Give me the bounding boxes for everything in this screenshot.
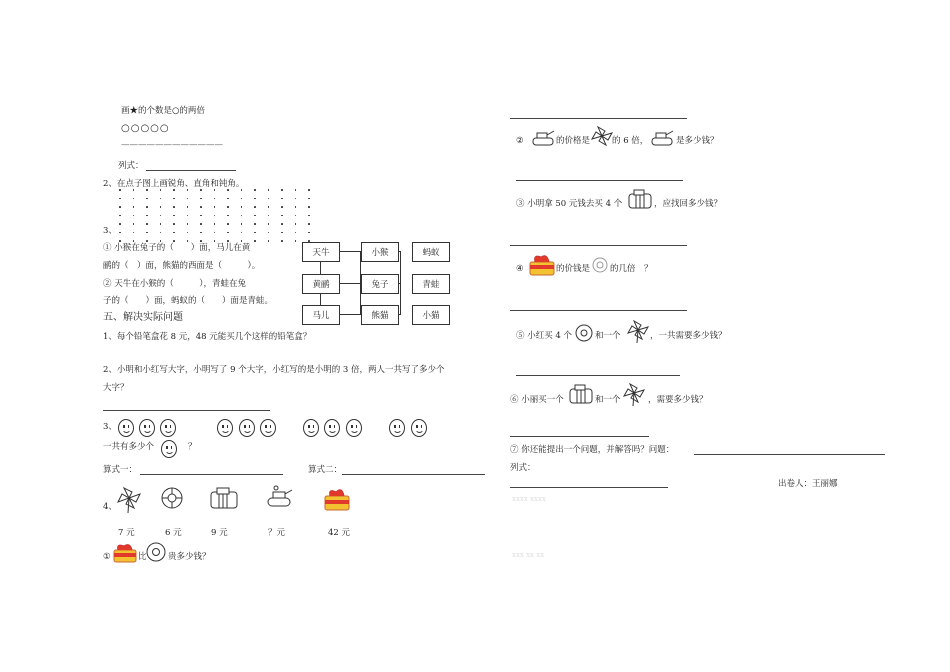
grid-dot <box>268 223 270 225</box>
formula-label: 列式： <box>118 161 144 171</box>
grid-dot <box>200 232 202 234</box>
answer-line[interactable] <box>510 310 687 311</box>
grid-dot <box>308 189 310 191</box>
toy-car-icon <box>568 384 596 406</box>
ball-icon <box>574 323 594 343</box>
grid-dot <box>160 206 162 208</box>
grid-dot <box>295 223 297 225</box>
question-7: ⑦ 你还能提出一个问题，并解答吗？问题： <box>510 445 675 455</box>
grid-dot <box>173 215 175 217</box>
smiley-icon <box>160 419 176 437</box>
price-ball: 6 元 <box>165 528 182 538</box>
grid-cell-xiaohou: 小猴 <box>361 242 399 262</box>
formula-1-line[interactable] <box>140 474 283 475</box>
problem-4-number: 4、 <box>103 502 117 512</box>
price-gift-bag: 42 元 <box>328 528 351 538</box>
grid-dot <box>227 240 229 242</box>
grid-dot <box>281 215 283 217</box>
question-7-answer-line[interactable] <box>694 454 885 455</box>
question-4-number: ④ <box>516 264 524 274</box>
grid-dot <box>187 232 189 234</box>
grid-dot <box>214 240 216 242</box>
price-toy-car: 9 元 <box>211 528 228 538</box>
grid-dot <box>133 215 135 217</box>
grid-dot <box>133 189 135 191</box>
question-2-text-c: 是多少钱？ <box>676 136 719 146</box>
grid-dot <box>295 240 297 242</box>
grid-dot <box>227 189 229 191</box>
question-2-text-a: 的价格是 <box>556 136 591 146</box>
grid-dot <box>187 206 189 208</box>
grid-dot <box>308 223 310 225</box>
grid-dot <box>308 198 310 200</box>
question-4-text-b: 的几倍 ？ <box>610 264 653 274</box>
grid-dot <box>268 198 270 200</box>
grid-dot <box>241 206 243 208</box>
grid-dot <box>268 189 270 191</box>
grid-dot <box>173 189 175 191</box>
faint-watermark-text: xxxx xxxx <box>512 495 546 503</box>
answer-line[interactable] <box>146 170 236 171</box>
grid-dot <box>160 189 162 191</box>
grid-dot <box>254 189 256 191</box>
grid-dot <box>133 240 135 242</box>
grid-dot <box>268 206 270 208</box>
grid-dot <box>268 240 270 242</box>
question-6-text-a: ⑥ 小丽买一个 <box>510 395 564 405</box>
grid-dot <box>146 189 148 191</box>
problem-4-q1-text: 贵多少钱？ <box>168 552 211 562</box>
grid-dot <box>281 206 283 208</box>
question-3-text-b: ，应找回多少钱？ <box>654 199 723 209</box>
problem-3-question: 一共有多少个 <box>103 442 155 452</box>
grid-dot <box>187 223 189 225</box>
gift-bag-icon <box>112 542 138 564</box>
grid-cell-xiaomao: 小猫 <box>412 305 450 325</box>
toy-tank-icon <box>530 126 556 148</box>
answer-line[interactable] <box>103 410 270 411</box>
grid-dot <box>268 215 270 217</box>
grid-dot <box>281 232 283 234</box>
smiley-icon <box>346 419 362 437</box>
grid-dot <box>133 198 135 200</box>
grid-dot <box>160 232 162 234</box>
grid-dot <box>281 189 283 191</box>
grid-dot <box>254 240 256 242</box>
grid-dot <box>133 232 135 234</box>
grid-cell-tianniu: 天牛 <box>302 242 340 262</box>
smiley-icon <box>389 419 405 437</box>
toy-tank-icon <box>649 126 675 148</box>
question-3-number: 3、 <box>103 226 117 236</box>
author: 出卷人：王丽娜 <box>778 479 838 489</box>
grid-dot <box>241 198 243 200</box>
grid-dot <box>119 232 121 234</box>
grid-dot <box>146 206 148 208</box>
grid-dot <box>160 198 162 200</box>
pinwheel-icon <box>114 486 144 514</box>
grid-dot <box>308 206 310 208</box>
grid-dot <box>227 198 229 200</box>
grid-dot <box>160 223 162 225</box>
grid-dot <box>146 223 148 225</box>
grid-dot <box>200 206 202 208</box>
pinwheel-icon <box>590 126 614 148</box>
pinwheel-icon <box>625 320 651 344</box>
grid-dot <box>295 232 297 234</box>
question-3-line2: 鹂的（ ）面，熊猫的西面是（ ）。 <box>103 261 261 271</box>
formula-label: 列式： <box>510 463 536 473</box>
grid-cell-huangli: 黄鹂 <box>302 274 340 294</box>
grid-dot <box>173 240 175 242</box>
star-circle-instruction: 画★的个数是○的两倍 <box>121 106 205 116</box>
grid-dot <box>187 189 189 191</box>
ball-icon <box>591 256 609 274</box>
pinwheel-icon <box>621 383 647 407</box>
grid-dot <box>200 215 202 217</box>
grid-dot <box>187 215 189 217</box>
grid-dot <box>295 206 297 208</box>
dot-grid[interactable] <box>119 189 319 245</box>
problem-4-q1-compare: 比 <box>138 552 147 562</box>
ball-icon <box>145 541 167 563</box>
grid-dot <box>281 240 283 242</box>
answer-line[interactable] <box>516 375 680 376</box>
question-3-text-a: ③ 小明拿 50 元钱去买 4 个 <box>516 199 623 209</box>
grid-dot <box>254 223 256 225</box>
problem-1: 1、每个铅笔盒花 8 元，48 元能买几个这样的铅笔盒？ <box>103 332 312 342</box>
ball-icon <box>160 486 184 510</box>
grid-dot <box>254 232 256 234</box>
grid-dot <box>133 206 135 208</box>
grid-dot <box>119 240 121 242</box>
smiley-icon <box>139 419 155 437</box>
grid-dot <box>295 189 297 191</box>
grid-dot <box>308 232 310 234</box>
grid-dot <box>200 240 202 242</box>
grid-dot <box>146 215 148 217</box>
grid-dot <box>227 215 229 217</box>
answer-line[interactable] <box>510 245 687 246</box>
smiley-icon <box>324 419 340 437</box>
price-pinwheel: 7 元 <box>118 528 135 538</box>
grid-dot <box>254 215 256 217</box>
question-4-text-a: 的价钱是 <box>556 264 591 274</box>
grid-dot <box>173 232 175 234</box>
toy-car-icon <box>209 486 241 512</box>
grid-dot <box>160 240 162 242</box>
grid-dot <box>160 215 162 217</box>
grid-dot <box>227 232 229 234</box>
question-6-text-b: 和一个 <box>595 395 621 405</box>
grid-dot <box>227 206 229 208</box>
question-6-text-c: ，需要多少钱？ <box>648 395 708 405</box>
grid-cell-qingwa: 青蛙 <box>412 274 450 294</box>
grid-dot <box>241 240 243 242</box>
toy-tank-icon <box>264 484 294 510</box>
problem-3-question-mark: ？ <box>188 442 197 452</box>
formula-2-line[interactable] <box>342 474 485 475</box>
answer-line[interactable] <box>516 180 683 181</box>
grid-dot <box>173 223 175 225</box>
grid-dot <box>119 206 121 208</box>
question-3-line1: ① 小猴在兔子的（ ）面，马儿在黄 <box>103 243 251 253</box>
problem-2-line1: 2、小明和小红写大字，小明写了 9 个大字，小红写的是小明的 3 倍，两人一共写了多少个 <box>103 365 445 375</box>
toy-car-icon <box>627 189 655 211</box>
formula-1-label: 算式一： <box>103 465 138 475</box>
grid-dot <box>308 215 310 217</box>
smiley-icon <box>260 419 276 437</box>
grid-dot <box>119 223 121 225</box>
smiley-icon <box>303 419 319 437</box>
problem-3-number: 3、 <box>103 422 117 432</box>
problem-4-q1-number: ① <box>103 552 111 562</box>
grid-dot <box>241 223 243 225</box>
question-2: 2、在点子图上画锐角、直角和钝角。 <box>103 179 245 189</box>
grid-dot <box>200 198 202 200</box>
problem-2-line2: 大字？ <box>103 383 129 393</box>
circle-row: ○○○○○ <box>121 123 170 134</box>
question-5-text-c: ，一共需要多少钱？ <box>650 331 727 341</box>
grid-cell-mayi: 蚂蚁 <box>412 242 450 262</box>
faint-watermark-text: xxx xx xx <box>512 551 545 559</box>
question-2-number: ② <box>516 136 524 146</box>
grid-dot <box>173 206 175 208</box>
answer-line[interactable] <box>510 436 649 437</box>
price-toy-tank: ？元 <box>268 528 286 538</box>
grid-dot <box>241 232 243 234</box>
grid-dot <box>214 198 216 200</box>
smiley-icon <box>118 419 134 437</box>
answer-line[interactable] <box>510 487 668 488</box>
grid-cell-maer: 马儿 <box>302 305 340 325</box>
smiley-icon <box>161 440 177 458</box>
grid-dot <box>214 232 216 234</box>
section-5-heading: 五、解决实际问题 <box>103 312 183 323</box>
grid-dot <box>281 223 283 225</box>
grid-dot <box>146 232 148 234</box>
grid-dot <box>254 206 256 208</box>
grid-dot <box>214 206 216 208</box>
grid-dot <box>295 198 297 200</box>
grid-dot <box>119 215 121 217</box>
grid-cell-tuzi: 兔子 <box>361 274 399 294</box>
smiley-icon <box>239 419 255 437</box>
gift-bag-icon <box>322 486 352 512</box>
question-3-line3: ② 天牛在小猴的（ ），青蛙在兔 <box>103 279 246 289</box>
dash-line: ———————————— <box>121 140 223 150</box>
grid-dot <box>146 240 148 242</box>
grid-dot <box>241 189 243 191</box>
grid-dot <box>200 223 202 225</box>
grid-dot <box>214 223 216 225</box>
question-2-text-b: 的 6 倍， <box>612 136 649 146</box>
grid-dot <box>146 198 148 200</box>
smiley-icon <box>411 419 427 437</box>
question-5-text-a: ⑤ 小红买 4 个 <box>516 331 573 341</box>
grid-dot <box>268 232 270 234</box>
question-3-line4: 子的（ ）面，蚂蚁的（ ）面是青蛙。 <box>103 296 274 306</box>
grid-dot <box>241 215 243 217</box>
grid-dot <box>281 198 283 200</box>
grid-dot <box>295 215 297 217</box>
grid-dot <box>200 189 202 191</box>
smiley-icon <box>217 419 233 437</box>
grid-dot <box>254 198 256 200</box>
formula-2-label: 算式二： <box>308 465 343 475</box>
grid-dot <box>187 198 189 200</box>
grid-dot <box>214 189 216 191</box>
grid-dot <box>214 215 216 217</box>
grid-dot <box>119 189 121 191</box>
grid-dot <box>187 240 189 242</box>
grid-dot <box>133 223 135 225</box>
question-5-text-b: 和一个 <box>595 331 621 341</box>
grid-dot <box>119 198 121 200</box>
grid-dot <box>227 223 229 225</box>
grid-dot <box>173 198 175 200</box>
grid-cell-xiongmao: 熊猫 <box>361 305 399 325</box>
gift-bag-icon <box>528 253 556 277</box>
answer-line[interactable] <box>510 118 687 119</box>
